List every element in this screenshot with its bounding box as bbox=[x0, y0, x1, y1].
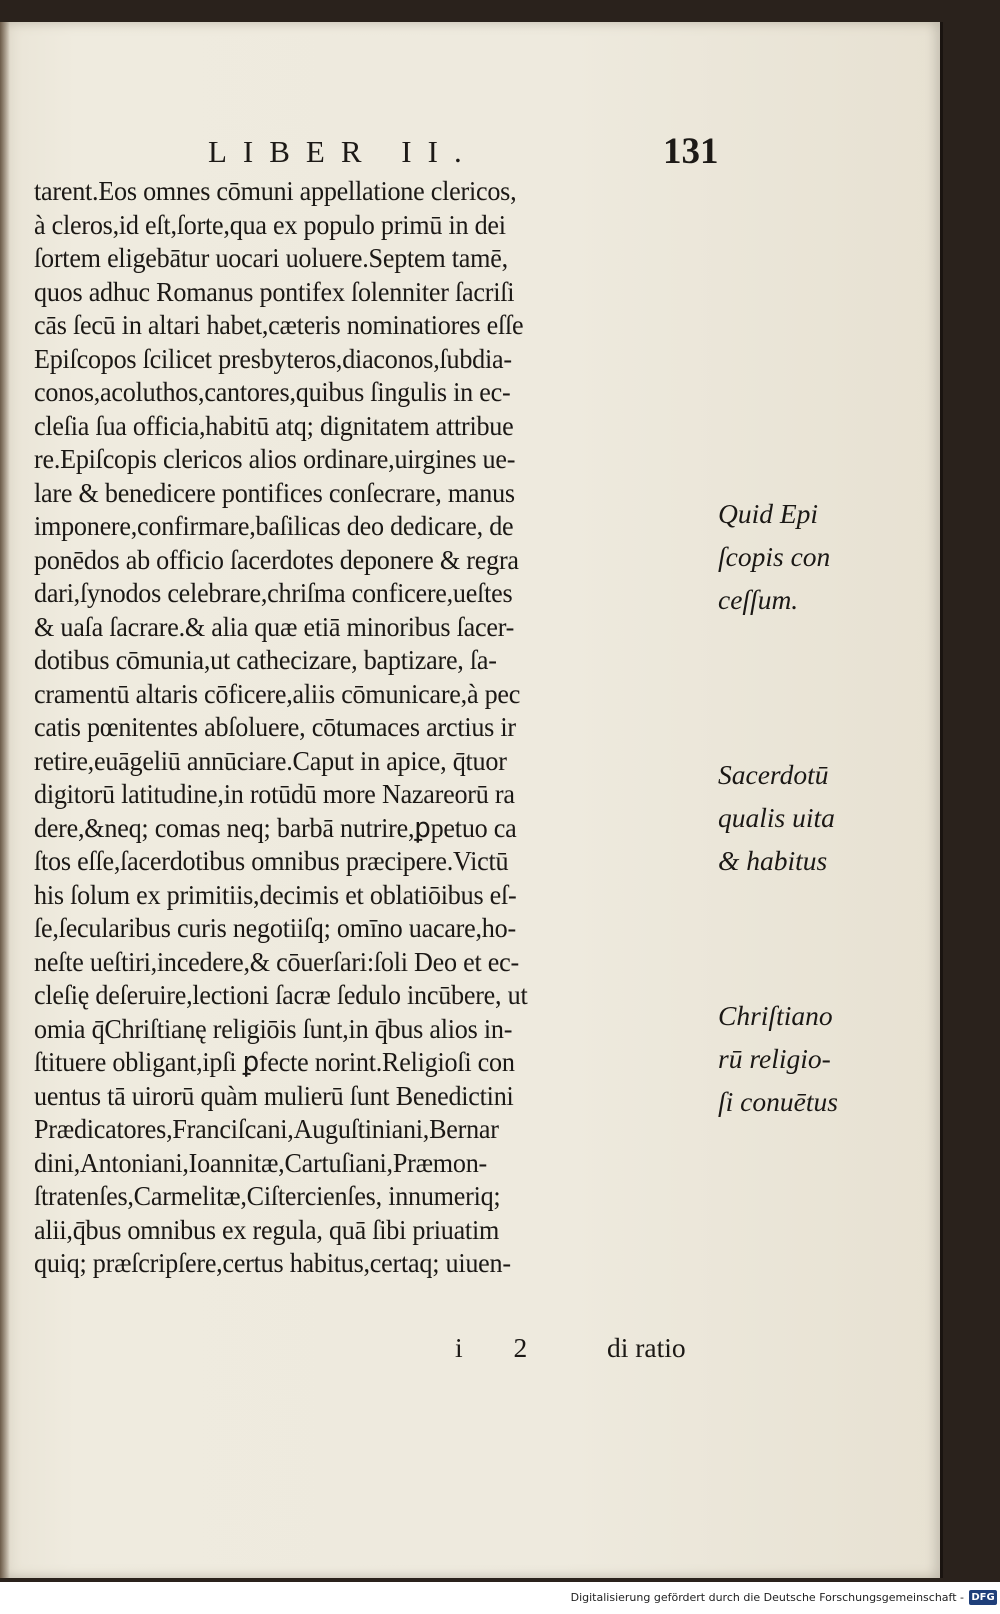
text-line: à cleros,id eſt,ſorte,qua ex populo primū in dei bbox=[34, 208, 506, 240]
text-line: alii,q̄bus omnibus ex regula, quā ſibi priuatim bbox=[34, 1213, 500, 1245]
text-line: dini,Antoniani,Ioannitæ,Cartuſiani,Præmon- bbox=[34, 1146, 487, 1178]
text-line: neſte ueſtiri,incedere,& cōuerſari:ſoli Deo et ec- bbox=[34, 945, 519, 977]
margin-note-line: & habitus bbox=[718, 845, 828, 876]
margin-note-religious-orders bbox=[718, 994, 888, 1123]
text-line: Epiſcopos ſcilicet presbyteros,diaconos,ſubdia- bbox=[34, 342, 512, 374]
margin-note-line: Quid Epi bbox=[718, 498, 819, 529]
dfg-logo-icon: DFG bbox=[969, 1590, 997, 1605]
text-line: catis pœnitentes abſoluere, cōtumaces arctius ir bbox=[34, 711, 516, 742]
text-line: & uaſa ſacrare.& alia quæ etiā minoribus ſacer- bbox=[34, 610, 515, 642]
text-line: ſortem eligebātur uocari uoluere.Septem tamē, bbox=[34, 242, 508, 273]
margin-note-bishops bbox=[718, 492, 888, 621]
text-line: cleſia ſua officia,habitū atq; dignitatem attribue bbox=[34, 409, 514, 441]
page-footer bbox=[0, 1332, 940, 1372]
margin-note-line: ceſſum. bbox=[718, 584, 799, 615]
page-spine-shadow bbox=[0, 22, 10, 1578]
signature-mark: i 2 bbox=[455, 1332, 550, 1363]
margin-note-line: ſcopis con bbox=[718, 541, 831, 572]
text-line: cās ſecū in altari habet,cæteris nominatiores eſſe bbox=[34, 309, 524, 340]
margin-note-line: Chriſtiano bbox=[718, 1000, 833, 1031]
text-line: ſtos eſſe,ſacerdotibus omnibus præcipere.Victū bbox=[34, 845, 509, 876]
text-line: dere,&neq; comas neq; barbā nutrire,ꝑpetuo ca bbox=[34, 811, 517, 843]
running-title: LIBER II. bbox=[208, 134, 478, 169]
text-line: cleſię deſeruire,lectioni ſacræ ſedulo incūbere, ut bbox=[34, 979, 528, 1010]
main-text-block bbox=[34, 174, 734, 1280]
text-line: conos,acoluthos,cantores,quibus ſingulis in ec- bbox=[34, 376, 511, 407]
text-line: omia q̄Chriſtianę religiōis ſunt,in q̄bus alios in- bbox=[34, 1012, 513, 1044]
text-line: retire,euāgeliū annūciare.Caput in apice, q̄tuor bbox=[34, 744, 507, 776]
margin-note-line: rū religio- bbox=[718, 1043, 831, 1074]
text-line: re.Epiſcopis clericos alios ordinare,uirgines ue- bbox=[34, 443, 516, 474]
text-line: dotibus cōmunia,ut cathecizare, baptizare, ſa- bbox=[34, 644, 497, 675]
text-line: uentus tā uirorū quàm mulierū ſunt Benedictini bbox=[34, 1079, 514, 1111]
margin-note-priests bbox=[718, 753, 888, 882]
page-header bbox=[0, 131, 940, 174]
digitization-banner bbox=[0, 1582, 1000, 1614]
text-line: dari,ſynodos celebrare,chriſma conficere,ueſtes bbox=[34, 577, 513, 608]
text-line: ſtratenſes,Carmelitæ,Ciſtercienſes, innumeriq; bbox=[34, 1180, 501, 1211]
text-line: Prædicatores,Franciſcani,Auguſtiniani,Bernar bbox=[34, 1113, 499, 1144]
text-line: quos adhuc Romanus pontifex ſolenniter ſacriſi bbox=[34, 275, 515, 307]
catchword: di ratio bbox=[607, 1332, 686, 1363]
text-line: ſtituere obligant,ipſi ꝑfecte norint.Religioſi con bbox=[34, 1046, 515, 1077]
text-line: ſe,ſecularibus curis negotiiſq; omīno uacare,ho- bbox=[34, 912, 516, 943]
margin-note-line: Sacerdotū bbox=[718, 759, 829, 790]
text-line: digitorū latitudine,in rotūdū more Nazareorū ra bbox=[34, 778, 515, 809]
text-line: ponēdos ab officio ſacerdotes deponere & regra bbox=[34, 543, 519, 575]
book-page bbox=[0, 22, 943, 1578]
margin-note-line: ſi conuētus bbox=[718, 1086, 838, 1117]
folio-number: 131 bbox=[663, 131, 719, 172]
text-line: cramentū altaris cōficere,aliis cōmunicare,à pec bbox=[34, 677, 521, 709]
margin-note-line: qualis uita bbox=[718, 802, 835, 833]
text-line: imponere,confirmare,baſilicas deo dedicare, de bbox=[34, 510, 514, 541]
text-line: tarent.Eos omnes cōmuni appellatione clericos, bbox=[34, 175, 517, 206]
text-line: quiq; præſcripſere,certus habitus,certaq; uiuen- bbox=[34, 1247, 511, 1278]
text-line: his ſolum ex primitiis,decimis et oblatiōibus eſ- bbox=[34, 878, 517, 910]
banner-text: Digitalisierung gefördert durch die Deutsche Forschungsgemeinschaft - bbox=[570, 1591, 964, 1604]
text-line: lare & benedicere pontifices conſecrare, manus bbox=[34, 476, 515, 508]
